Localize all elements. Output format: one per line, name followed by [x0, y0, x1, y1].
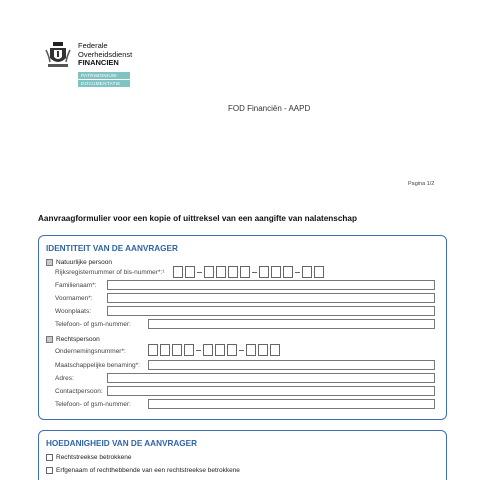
logo-tags	[78, 72, 130, 88]
rrn-digit[interactable]	[302, 266, 312, 278]
rrn-separator	[252, 272, 257, 273]
rrn-digit[interactable]	[173, 266, 183, 278]
rrn-separator	[197, 272, 202, 273]
rrn-digit[interactable]	[185, 266, 195, 278]
capacity-option-checkbox-direct[interactable]	[46, 454, 53, 461]
page-number: Pagina 1/2	[408, 181, 435, 187]
form-title: Aanvraagformulier voor een kopie of uittreksel van een aangifte van nalatenschap	[38, 214, 357, 223]
org-line-3: FINANCIEN	[78, 58, 119, 68]
benaming-label: Maatschappelijke benaming*:	[55, 362, 140, 369]
ondernemingsnummer-digit[interactable]	[227, 344, 237, 356]
rrn-digit[interactable]	[240, 266, 250, 278]
voornamen-field[interactable]	[107, 293, 435, 303]
legal-telefoon-field[interactable]	[148, 399, 435, 409]
adres-label: Adres:	[55, 375, 74, 382]
ondernemingsnummer-digit[interactable]	[184, 344, 194, 356]
natural-person-label: Natuurlijke persoon	[56, 259, 113, 266]
ondernemingsnummer-digit[interactable]	[258, 344, 268, 356]
org-line-1: Federale	[78, 41, 108, 50]
rrn-digit[interactable]	[271, 266, 281, 278]
rrn-digit[interactable]	[283, 266, 293, 278]
familienaam-field[interactable]	[107, 280, 435, 290]
contactpersoon-label: Contactpersoon:	[55, 388, 103, 395]
voornamen-label: Voornamen*:	[55, 295, 93, 302]
belgian-crest-icon	[44, 40, 72, 70]
ondernemingsnummer-separator	[196, 350, 201, 351]
rrn-digit[interactable]	[216, 266, 226, 278]
ondernemingsnummer-digit[interactable]	[160, 344, 170, 356]
fod-logo	[44, 40, 144, 88]
legal-person-checkbox[interactable]	[46, 336, 53, 343]
ondernemingsnummer-digit[interactable]	[246, 344, 256, 356]
logo-tag-1: PATRIMONIUM-	[78, 72, 130, 79]
telefoon-label: Telefoon- of gsm-nummer:	[55, 321, 131, 328]
woonplaats-field[interactable]	[107, 306, 435, 316]
adres-field[interactable]	[107, 373, 435, 383]
rrn-digit[interactable]	[259, 266, 269, 278]
woonplaats-label: Woonplaats:	[55, 308, 92, 315]
logo-tag-2: DOCUMENTATIE	[78, 80, 130, 87]
capacity-section-title: HOEDANIGHEID VAN DE AANVRAGER	[46, 439, 198, 448]
identity-section-title: IDENTITEIT VAN DE AANVRAGER	[46, 244, 178, 253]
legal-telefoon-label: Telefoon- of gsm-nummer:	[55, 401, 131, 408]
rrn-digit[interactable]	[228, 266, 238, 278]
ondernemingsnummer-digit[interactable]	[148, 344, 158, 356]
capacity-section	[38, 430, 447, 480]
rrn-separator	[295, 272, 300, 273]
capacity-option-label-heir: Erfgenaam of rechthebbende van een rechtstreekse betrokkene	[56, 467, 240, 474]
ondernemingsnummer-label: Ondernemingsnummer*:	[55, 348, 126, 355]
ondernemingsnummer-separator	[239, 350, 244, 351]
document-header-title: FOD Financiën - AAPD	[228, 104, 311, 113]
rrn-label: Rijksregisternummer of bis-nummer*:¹	[55, 269, 165, 276]
rrn-digit[interactable]	[204, 266, 214, 278]
natural-person-checkbox[interactable]	[46, 259, 53, 266]
identity-section	[38, 235, 447, 420]
capacity-option-checkbox-heir[interactable]	[46, 467, 53, 474]
org-name	[78, 42, 132, 68]
rrn-digit[interactable]	[314, 266, 324, 278]
contactpersoon-field[interactable]	[107, 386, 435, 396]
benaming-field[interactable]	[148, 360, 435, 370]
telefoon-field[interactable]	[148, 319, 435, 329]
ondernemingsnummer-digit[interactable]	[203, 344, 213, 356]
legal-person-label: Rechtspersoon	[56, 336, 100, 343]
familienaam-label: Familienaam*:	[55, 282, 97, 289]
capacity-option-label-direct: Rechtstreekse betrokkene	[56, 454, 132, 461]
ondernemingsnummer-digit[interactable]	[270, 344, 280, 356]
org-line-2: Overheidsdienst	[78, 49, 133, 59]
ondernemingsnummer-digit[interactable]	[215, 344, 225, 356]
ondernemingsnummer-digit[interactable]	[172, 344, 182, 356]
